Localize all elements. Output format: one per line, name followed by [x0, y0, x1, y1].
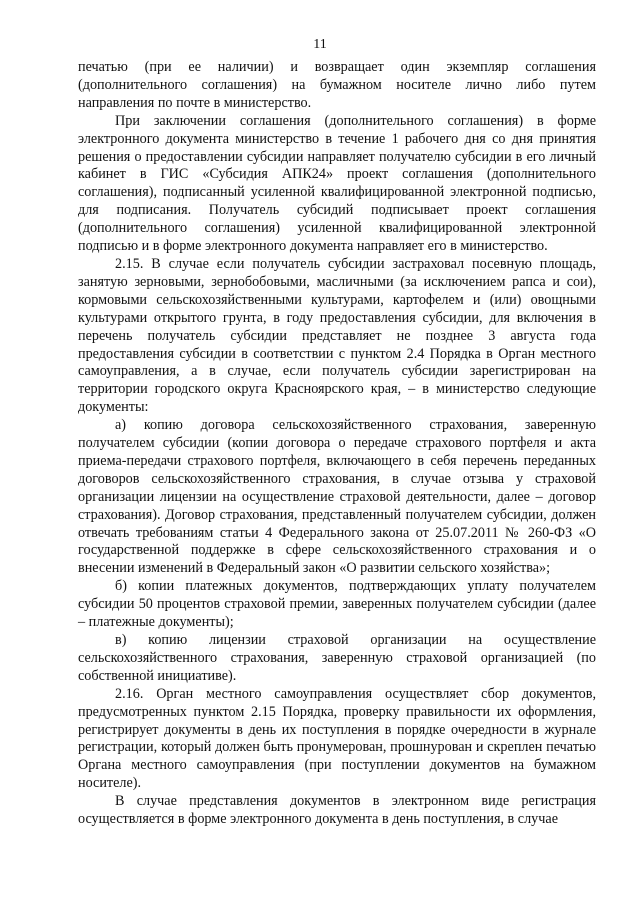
- paragraph-electronic-registration: В случае представления документов в электронном виде регистрация осуществляется в форме электронного документа в день поступления, в случае: [78, 793, 596, 828]
- paragraph-continuation: печатью (при ее наличии) и возвращает один экземпляр соглашения (дополнительного соглашения) на бумажном носителе лично либо путем направления по почте в министерство.: [78, 59, 596, 111]
- document-body: [78, 59, 596, 829]
- list-item-b: б) копии платежных документов, подтверждающих уплату получателем субсидии 50 процентов страховой премии, заверенных получателем субсидии (далее – платежные документы);: [78, 578, 596, 631]
- paragraph-2-15: 2.15. В случае если получатель субсидии застраховал посевную площадь, занятую зерновыми, зернобобовыми, масличными (за исключением рапса и сои), кормовыми сельскохозяйственными культурами, картофелем и (или) овощными культурами открытого грунта, в году предоставления субсидии, для включения в перечень получатель субсидии представляет не позднее 3 августа года предоставления субсидии в соответствии с пунктом 2.4 Порядка в Орган местного самоуправления, а в случае, если получатель субсидии зарегистрирован на территории городского округа Красноярского края, – в министерство следующие документы:: [78, 255, 596, 416]
- list-item-v: в) копию лицензии страховой организации на осуществление сельскохозяйственного страхования, заверенную страховой организацией (по собственной инициативе).: [78, 632, 596, 684]
- page-number: 11: [313, 37, 327, 52]
- paragraph-2-16: 2.16. Орган местного самоуправления осуществляет сбор документов, предусмотренных пунктом 2.15 Порядка, проверку правильности их оформления, регистрирует документы в день их поступления в порядке очередности в журнале регистрации, который должен быть пронумерован, прошнурован и скреплен печатью Органа местного самоуправления (при поступлении документов на бумажном носителе).: [78, 685, 596, 792]
- list-item-a: а) копию договора сельскохозяйственного страхования, заверенную получателем субсидии (копии договора о передаче страхового портфеля и акта приема-передачи страхового портфеля, включающего в себя перечень переданных договоров сельскохозяйственного страхования, в случае отзыва у страховой организации лицензии на осуществление страховой деятельности, далее – договор страхования). Договор страхования, представленный получателем субсидии, должен отвечать требованиям статьи 4 Федерального закона от 25.07.2011 № 260-ФЗ «О государственной поддержке в сфере сельскохозяйственного страхования и о внесении изменений в Федеральный закон «О развитии сельского хозяйства»;: [78, 417, 596, 577]
- paragraph-electronic-agreement: При заключении соглашения (дополнительного соглашения) в форме электронного документа министерство в течение 1 рабочего дня со дня принятия решения о предоставлении субсидии направляет получателю субсидии в его личный кабинет в ГИС «Субсидия АПК24» проект соглашения (дополнительного соглашения), подписанный усиленной квалифицированной электронной подписью, для подписания. Получатель субсидий подписывает проект соглашения (дополнительного соглашения) усиленной квалифицированной электронной подписью и в форме электронного документа направляет его в министерство.: [78, 112, 596, 255]
